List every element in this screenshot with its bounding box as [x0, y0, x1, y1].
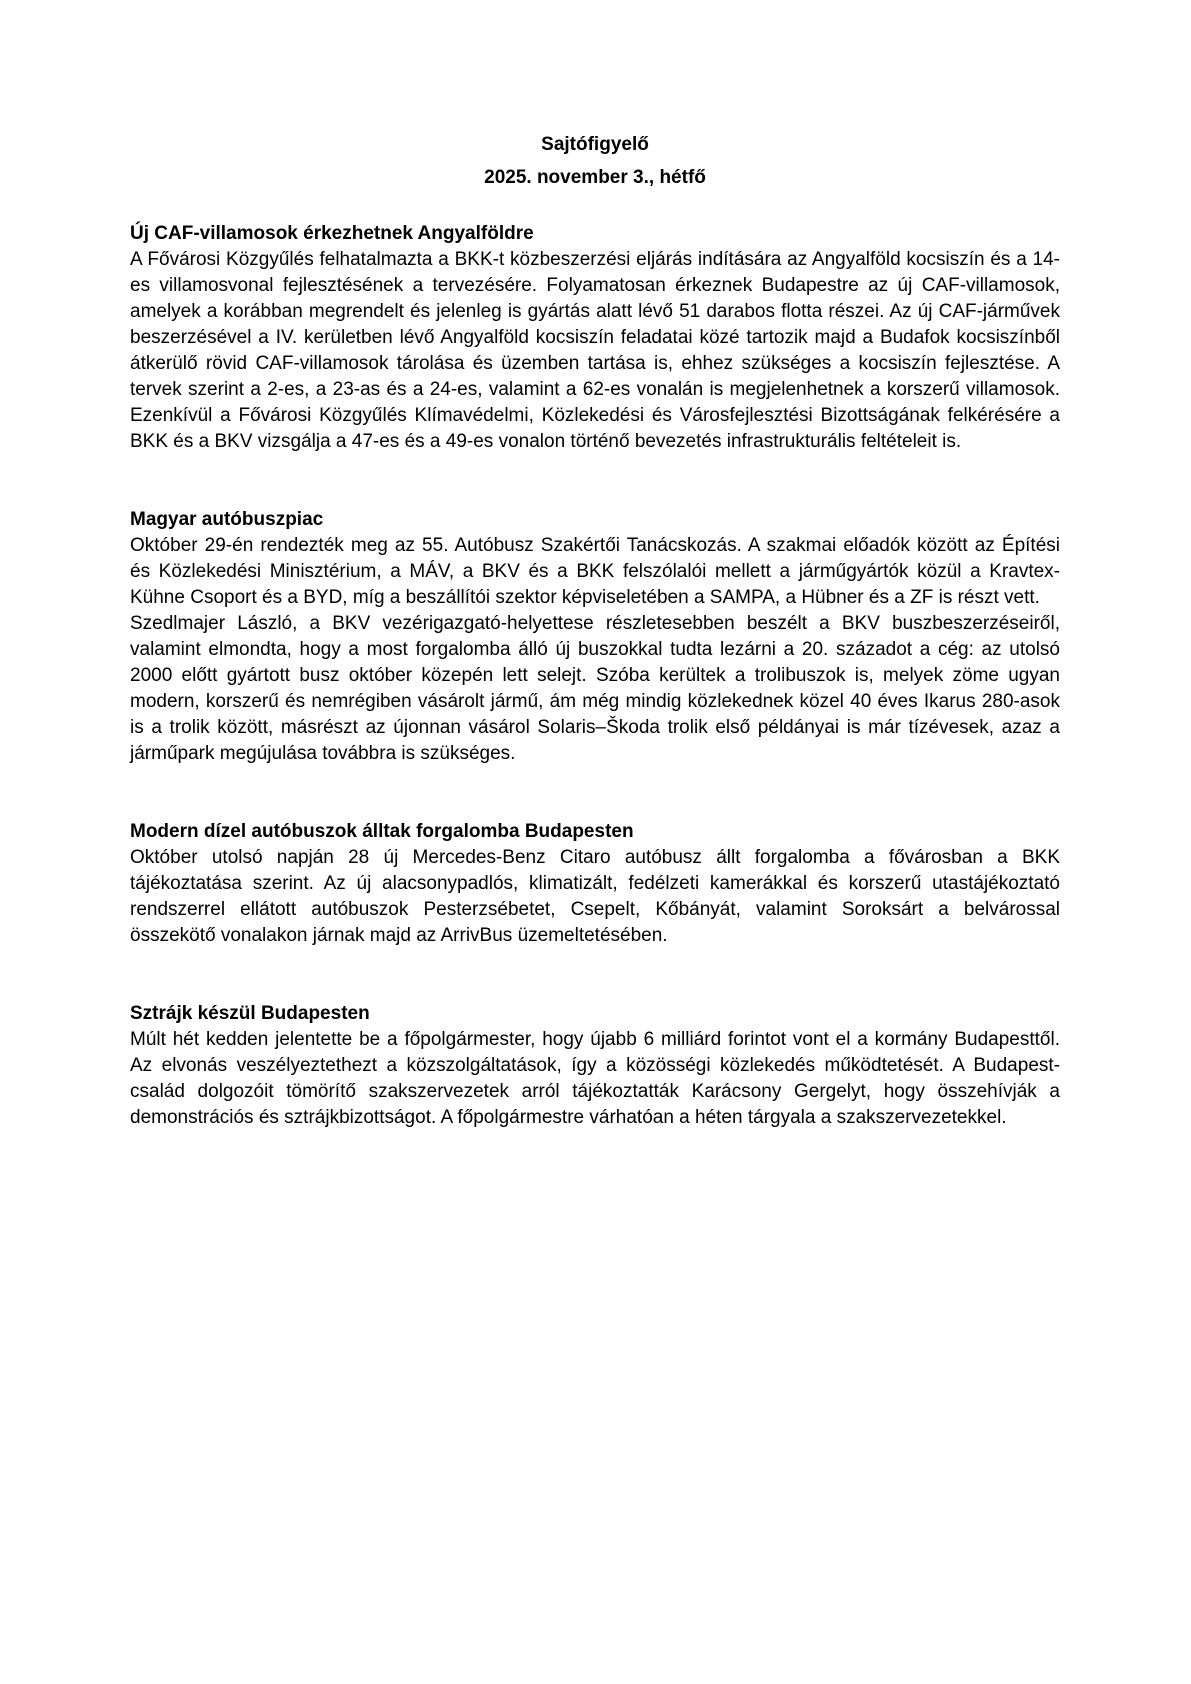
section-diesel-buses — [130, 819, 1060, 949]
document-date: 2025. november 3., hétfő — [484, 167, 706, 188]
section-paragraph: Szedlmajer László, a BKV vezérigazgató-helyettese részletesebben beszélt a BKV buszbeszerzéseiről, valamint elmondta, hogy a most forgalomba álló új buszokkal tudta lezárni a 20. századot a cég: az utolsó 2000 előtt gyártott busz október közepén lett selejt. Szóba kerültek a trolibuszok is, melyek zöme ugyan modern, korszerű és nemrégiben vásárolt jármű, ám még mindig közlekednek közel 40 éves Ikarus 280-asok is a trolik között, másrészt az újonnan vásárol Solaris–Škoda trolik első példányai is már tízévesek, azaz a járműpark megújulása továbbra is szükséges. — [130, 613, 1060, 764]
section-heading-diesel-buses: Modern dízel autóbuszok álltak forgalomba Budapesten — [130, 821, 634, 842]
document-title: Sajtófigyelő — [541, 134, 649, 155]
section-paragraph: Október utolsó napján 28 új Mercedes-Benz Citaro autóbusz állt forgalomba a fővárosban a BKK tájékoztatása szerint. Az új alacsonypadlós, klimatizált, fedélzeti kamerákkal és korszerű utastájékoztató rendszerrel ellátott autóbuszok Pesterzsébetet, Csepelt, Kőbányát, valamint Soroksárt a belvárossal összekötő vonalakon járnak majd az ArrivBus üzemeltetésében. — [130, 847, 1060, 946]
section-strike — [130, 1001, 1060, 1131]
section-heading-strike: Sztrájk készül Budapesten — [130, 1003, 370, 1024]
section-paragraph: A Fővárosi Közgyűlés felhatalmazta a BKK-t közbeszerzési eljárás indítására az Angyalföld kocsiszín és a 14-es villamosvonal fejlesztésének a tervezésére. Folyamatosan érkeznek Budapestre az új CAF-villamosok, amelyek a korábban megrendelt és jelenleg is gyártás alatt lévő 51 darabos flotta részei. Az új CAF-járművek beszerzésével a IV. kerületben lévő Angyalföld kocsiszín feladatai közé tartozik majd a Budafok kocsiszínből átkerülő rövid CAF-villamosok tárolása és üzemben tartása is, ehhez szükséges a kocsiszín fejlesztése. A tervek szerint a 2-es, a 23-as és a 24-es, valamint a 62-es vonalán is megjelenhetnek a korszerű villamosok. Ezenkívül a Fővárosi Közgyűlés Klímavédelmi, Közlekedési és Városfejlesztési Bizottságának felkérésére a BKK és a BKV vizsgálja a 47-es és a 49-es vonalon történő bevezetés infrastrukturális feltételeit is. — [130, 249, 1060, 452]
section-paragraph: Múlt hét kedden jelentette be a főpolgármester, hogy újabb 6 milliárd forintot vont el a kormány Budapesttől. Az elvonás veszélyeztethezt a közszolgáltatások, így a közösségi közlekedés működtetését. A Budapest-család dolgozóit tömörítő szakszervezetek arról tájékoztatták Karácsony Gergelyt, hogy összehívják a demonstrációs és sztrájkbizottságot. A főpolgármestre várhatóan a héten tárgyala a szakszervezetekkel. — [130, 1029, 1060, 1128]
section-paragraph: Október 29-én rendezték meg az 55. Autóbusz Szakértői Tanácskozás. A szakmai előadók között az Építési és Közlekedési Minisztérium, a MÁV, a BKV és a BKK felszólalói mellett a járműgyártók közül a Kravtex-Kühne Csoport és a BYD, míg a beszállítói szektor képviseletében a SAMPA, a Hübner és a ZF is részt vett. — [130, 535, 1060, 608]
section-caf-trams — [130, 221, 1060, 455]
section-heading-bus-market: Magyar autóbuszpiac — [130, 509, 324, 530]
section-heading-caf-trams: Új CAF-villamosok érkezhetnek Angyalföldre — [130, 223, 534, 244]
section-bus-market — [130, 507, 1060, 767]
